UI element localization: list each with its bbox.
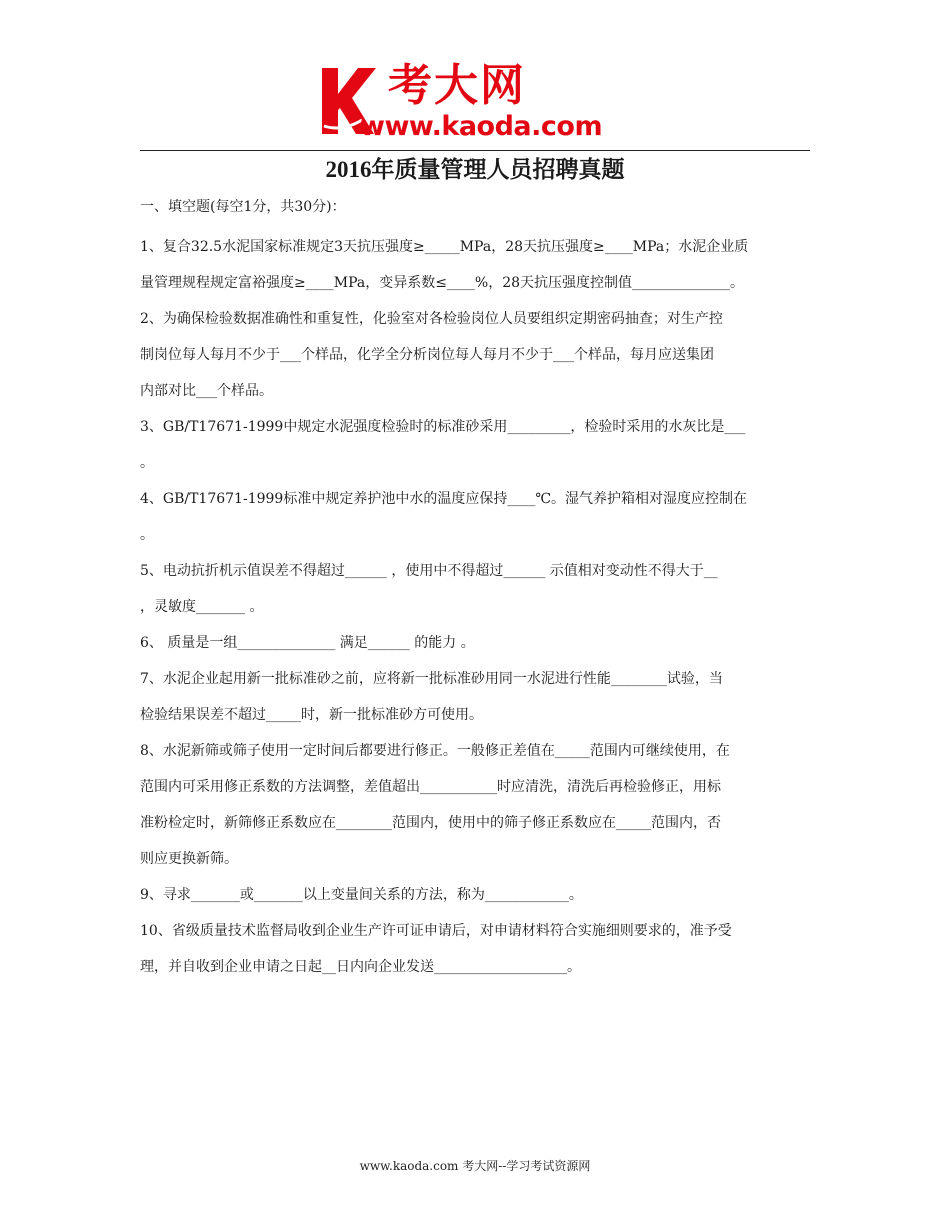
question-list — [140, 193, 812, 989]
question-line: 制岗位每人每月不少于___个样品，化学全分析岗位每人每月不少于___个样品，每月应送集团 — [140, 347, 714, 363]
question-line: 范围内可采用修正系数的方法调整，差值超出___________时应清洗，清洗后再检验修正，用标 — [140, 779, 721, 795]
page-title: 2016年质量管理人员招聘真题 — [325, 157, 625, 182]
question-line: 量管理规程规定富裕强度≥____MPa，变异系数≤____%，28天抗压强度控制值______________。 — [140, 275, 745, 291]
question-line: 5、电动抗折机示值误差不得超过______ ，使用中不得超过______ 示值相对变动性不得大于__ — [140, 563, 718, 579]
question-line: ，灵敏度_______ 。 — [140, 599, 264, 615]
question-line: 7、水泥企业起用新一批标准砂之前，应将新一批标准砂用同一水泥进行性能________试验，当 — [140, 671, 723, 687]
question-line: 检验结果误差不超过_____时，新一批标准砂方可使用。 — [140, 707, 483, 723]
question-line: 。 — [140, 527, 154, 543]
section-heading: 一、填空题(每空1分，共30分)： — [140, 199, 346, 215]
question-line: 准粉检定时，新筛修正系数应在________范围内，使用中的筛子修正系数应在_____范围内，否 — [140, 815, 721, 831]
question-line: 6、 质量是一组______________ 满足______ 的能力 。 — [140, 635, 475, 651]
question-line: 10、省级质量技术监督局收到企业生产许可证申请后，对申请材料符合实施细则要求的，准予受 — [140, 923, 732, 939]
logo-chinese-text: 考大网 — [388, 60, 526, 111]
question-line: 1、复合32.5水泥国家标准规定3天抗压强度≥_____MPa，28天抗压强度≥____MPa；水泥企业质 — [140, 239, 749, 255]
header-divider — [140, 150, 810, 151]
question-line: 8、水泥新筛或筛子使用一定时间后都要进行修正。一般修正差值在_____范围内可继续使用，在 — [140, 743, 730, 759]
logo-url-text: www.kaoda.com — [360, 111, 603, 142]
question-line: 。 — [140, 455, 154, 471]
question-line: 9、寻求_______或_______以上变量间关系的方法，称为____________。 — [140, 887, 583, 903]
page-footer: www.kaoda.com 考大网--学习考试资源网 — [359, 1159, 591, 1173]
question-line: 则应更换新筛。 — [140, 851, 238, 867]
kaoda-logo — [318, 62, 638, 144]
question-line: 3、GB/T17671-1999中规定水泥强度检验时的标准砂采用_________，检验时采用的水灰比是___ — [140, 419, 746, 435]
question-line: 4、GB/T17671-1999标准中规定养护池中水的温度应保持____℃。湿气养护箱相对湿度应控制在 — [140, 491, 747, 507]
question-line: 理，并自收到企业申请之日起__日内向企业发送___________________。 — [140, 959, 581, 975]
question-line: 2、为确保检验数据准确性和重复性，化验室对各检验岗位人员要组织定期密码抽查；对生产控 — [140, 311, 723, 327]
question-line: 内部对比___个样品。 — [140, 383, 273, 399]
